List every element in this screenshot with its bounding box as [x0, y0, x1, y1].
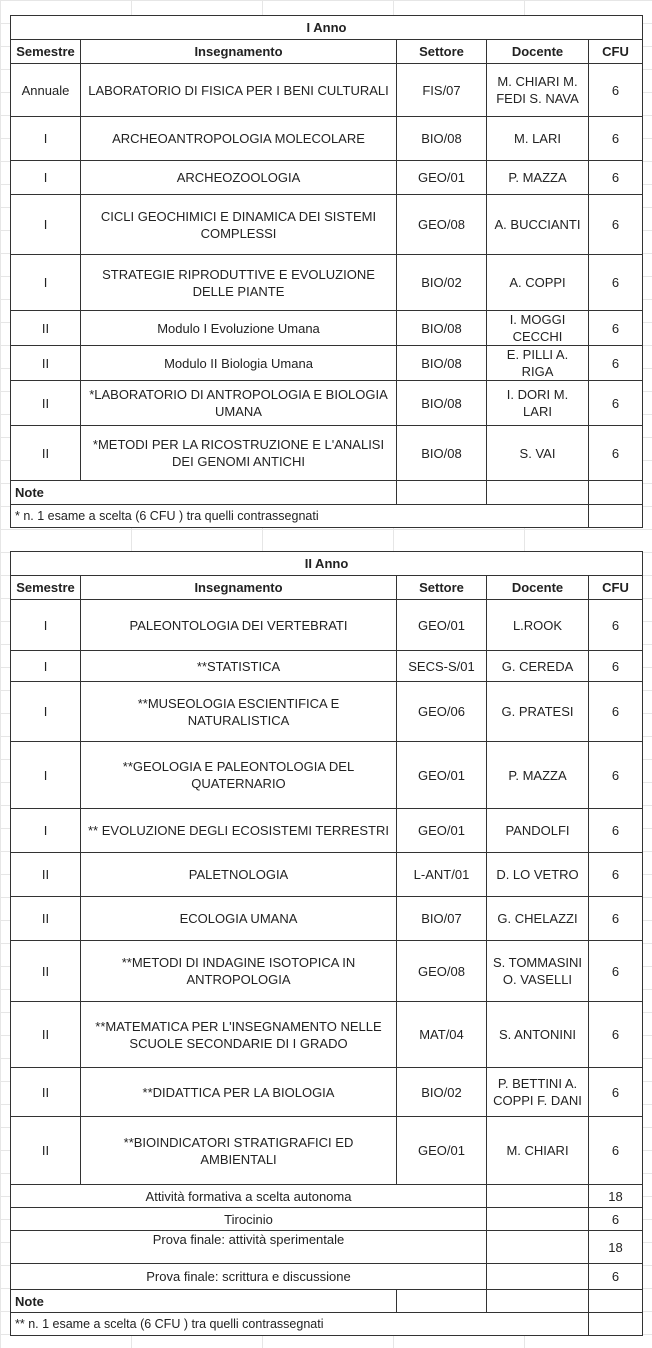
empty-cell: [487, 481, 589, 505]
table-row: [11, 1068, 643, 1117]
table-row: [11, 941, 643, 1002]
cell-insegnamento: ARCHEOZOOLOGIA: [81, 161, 397, 195]
table-row: [11, 346, 643, 381]
cell-cfu: 6: [589, 809, 643, 853]
cell-insegnamento: *LABORATORIO DI ANTROPOLOGIA E BIOLOGIA UMANA: [81, 381, 397, 426]
cell-insegnamento: Modulo I Evoluzione Umana: [81, 311, 397, 346]
empty-cell: [487, 1231, 589, 1264]
empty-cell: [487, 1208, 589, 1231]
cell-cfu: 6: [589, 682, 643, 742]
year1-header-row: [11, 40, 643, 64]
header-semestre: Semestre: [11, 576, 81, 600]
cell-settore: GEO/08: [397, 941, 487, 1002]
cell-semestre: I: [11, 255, 81, 311]
year2-note-row: [11, 1290, 643, 1313]
table-row: [11, 117, 643, 161]
cell-semestre: I: [11, 651, 81, 682]
table-row: [11, 195, 643, 255]
cell-insegnamento: LABORATORIO DI FISICA PER I BENI CULTURALI: [81, 64, 397, 117]
cell-insegnamento: **STATISTICA: [81, 651, 397, 682]
cell-cfu: 6: [589, 853, 643, 897]
note-label: Note: [11, 1290, 397, 1313]
cell-docente: S. TOMMASINI O. VASELLI: [487, 941, 589, 1002]
header-semestre: Semestre: [11, 40, 81, 64]
cell-settore: MAT/04: [397, 1002, 487, 1068]
cell-semestre: II: [11, 426, 81, 481]
cell-insegnamento: PALEONTOLOGIA DEI VERTEBRATI: [81, 600, 397, 651]
cell-settore: BIO/07: [397, 897, 487, 941]
cell-settore: SECS-S/01: [397, 651, 487, 682]
cell-settore: GEO/01: [397, 809, 487, 853]
table-row: [11, 426, 643, 481]
cell-cfu: 6: [589, 1117, 643, 1185]
table-row: [11, 651, 643, 682]
year2-title: II Anno: [11, 552, 643, 576]
cell-semestre: I: [11, 742, 81, 809]
cell-semestre: I: [11, 600, 81, 651]
cell-docente: G. PRATESI: [487, 682, 589, 742]
cell-cfu: 6: [589, 117, 643, 161]
header-docente: Docente: [487, 40, 589, 64]
cell-docente: PANDOLFI: [487, 809, 589, 853]
cell-settore: BIO/02: [397, 1068, 487, 1117]
cell-insegnamento: STRATEGIE RIPRODUTTIVE E EVOLUZIONE DELLE PIANTE: [81, 255, 397, 311]
cell-settore: BIO/08: [397, 381, 487, 426]
cell-docente: M. LARI: [487, 117, 589, 161]
cell-semestre: I: [11, 161, 81, 195]
year1-note-text-row: [11, 505, 643, 528]
cell-settore: BIO/08: [397, 346, 487, 381]
cell-settore: GEO/01: [397, 600, 487, 651]
extra-cfu: 18: [589, 1231, 643, 1264]
cell-semestre: II: [11, 853, 81, 897]
cell-semestre: II: [11, 941, 81, 1002]
empty-cell: [589, 1313, 643, 1336]
empty-cell: [589, 505, 643, 528]
header-cfu: CFU: [589, 40, 643, 64]
year1-title: I Anno: [11, 16, 643, 40]
cell-cfu: 6: [589, 1068, 643, 1117]
year2-table: [10, 551, 643, 1336]
empty-cell: [397, 1290, 487, 1313]
cell-cfu: 6: [589, 346, 643, 381]
table-row: [11, 64, 643, 117]
cell-cfu: 6: [589, 195, 643, 255]
table-row: [11, 897, 643, 941]
extra-row: [11, 1185, 643, 1208]
cell-settore: FIS/07: [397, 64, 487, 117]
cell-settore: GEO/01: [397, 1117, 487, 1185]
header-insegnamento: Insegnamento: [81, 576, 397, 600]
cell-cfu: 6: [589, 941, 643, 1002]
cell-insegnamento: **METODI DI INDAGINE ISOTOPICA IN ANTROPOLOGIA: [81, 941, 397, 1002]
cell-docente: M. CHIARI M. FEDI S. NAVA: [487, 64, 589, 117]
cell-cfu: 6: [589, 897, 643, 941]
extra-row: [11, 1208, 643, 1231]
note-label: Note: [11, 481, 397, 505]
cell-insegnamento: *METODI PER LA RICOSTRUZIONE E L'ANALISI DEI GENOMI ANTICHI: [81, 426, 397, 481]
header-settore: Settore: [397, 576, 487, 600]
cell-settore: BIO/08: [397, 311, 487, 346]
table-row: [11, 1002, 643, 1068]
header-settore: Settore: [397, 40, 487, 64]
cell-settore: BIO/02: [397, 255, 487, 311]
cell-cfu: 6: [589, 742, 643, 809]
cell-semestre: I: [11, 809, 81, 853]
note-text: ** n. 1 esame a scelta (6 CFU ) tra quelli contrassegnati: [11, 1313, 589, 1336]
cell-docente: G. CEREDA: [487, 651, 589, 682]
cell-docente: M. CHIARI: [487, 1117, 589, 1185]
cell-semestre: I: [11, 117, 81, 161]
table-row: [11, 311, 643, 346]
extra-label: Attività formativa a scelta autonoma: [11, 1185, 487, 1208]
cell-docente: S. ANTONINI: [487, 1002, 589, 1068]
cell-docente: A. COPPI: [487, 255, 589, 311]
cell-insegnamento: **MUSEOLOGIA ESCIENTIFICA E NATURALISTICA: [81, 682, 397, 742]
cell-docente: I. MOGGI CECCHI: [487, 311, 589, 346]
table-row: [11, 255, 643, 311]
cell-semestre: II: [11, 381, 81, 426]
cell-cfu: 6: [589, 381, 643, 426]
extra-row: [11, 1264, 643, 1290]
table-row: [11, 742, 643, 809]
cell-semestre: II: [11, 311, 81, 346]
cell-insegnamento: ** EVOLUZIONE DEGLI ECOSISTEMI TERRESTRI: [81, 809, 397, 853]
cell-cfu: 6: [589, 161, 643, 195]
cell-docente: L.ROOK: [487, 600, 589, 651]
extra-cfu: 6: [589, 1208, 643, 1231]
cell-semestre: I: [11, 195, 81, 255]
cell-docente: P. MAZZA: [487, 742, 589, 809]
empty-cell: [397, 481, 487, 505]
empty-cell: [589, 1290, 643, 1313]
extra-label: Prova finale: scrittura e discussione: [11, 1264, 487, 1290]
year2-note-text-row: [11, 1313, 643, 1336]
note-text: * n. 1 esame a scelta (6 CFU ) tra quelli contrassegnati: [11, 505, 589, 528]
cell-settore: GEO/08: [397, 195, 487, 255]
empty-cell: [487, 1290, 589, 1313]
extra-label: Tirocinio: [11, 1208, 487, 1231]
year1-table: [10, 15, 643, 528]
table-row: [11, 381, 643, 426]
cell-cfu: 6: [589, 651, 643, 682]
cell-docente: D. LO VETRO: [487, 853, 589, 897]
empty-cell: [487, 1264, 589, 1290]
cell-docente: G. CHELAZZI: [487, 897, 589, 941]
cell-semestre: II: [11, 1002, 81, 1068]
header-cfu: CFU: [589, 576, 643, 600]
cell-docente: P. MAZZA: [487, 161, 589, 195]
cell-insegnamento: **MATEMATICA PER L'INSEGNAMENTO NELLE SCUOLE SECONDARIE DI I GRADO: [81, 1002, 397, 1068]
cell-settore: BIO/08: [397, 426, 487, 481]
cell-insegnamento: **DIDATTICA PER LA BIOLOGIA: [81, 1068, 397, 1117]
table-row: [11, 853, 643, 897]
cell-insegnamento: ARCHEOANTROPOLOGIA MOLECOLARE: [81, 117, 397, 161]
table-row: [11, 1117, 643, 1185]
cell-insegnamento: **GEOLOGIA E PALEONTOLOGIA DEL QUATERNARIO: [81, 742, 397, 809]
cell-cfu: 6: [589, 1002, 643, 1068]
cell-semestre: I: [11, 682, 81, 742]
header-docente: Docente: [487, 576, 589, 600]
extra-label: Prova finale: attività sperimentale: [11, 1231, 487, 1264]
cell-settore: GEO/01: [397, 161, 487, 195]
year1-note-row: [11, 481, 643, 505]
cell-docente: P. BETTINI A. COPPI F. DANI: [487, 1068, 589, 1117]
table-row: [11, 682, 643, 742]
cell-insegnamento: **BIOINDICATORI STRATIGRAFICI ED AMBIENTALI: [81, 1117, 397, 1185]
cell-semestre: II: [11, 1117, 81, 1185]
cell-settore: GEO/01: [397, 742, 487, 809]
table-row: [11, 161, 643, 195]
year2-header-row: [11, 576, 643, 600]
cell-cfu: 6: [589, 64, 643, 117]
cell-insegnamento: CICLI GEOCHIMICI E DINAMICA DEI SISTEMI COMPLESSI: [81, 195, 397, 255]
extra-cfu: 18: [589, 1185, 643, 1208]
cell-insegnamento: Modulo II Biologia Umana: [81, 346, 397, 381]
extra-row: [11, 1231, 643, 1264]
empty-cell: [589, 481, 643, 505]
cell-insegnamento: ECOLOGIA UMANA: [81, 897, 397, 941]
cell-settore: BIO/08: [397, 117, 487, 161]
cell-insegnamento: PALETNOLOGIA: [81, 853, 397, 897]
cell-settore: GEO/06: [397, 682, 487, 742]
table-row: [11, 809, 643, 853]
extra-cfu: 6: [589, 1264, 643, 1290]
cell-docente: A. BUCCIANTI: [487, 195, 589, 255]
cell-settore: L-ANT/01: [397, 853, 487, 897]
cell-cfu: 6: [589, 426, 643, 481]
cell-cfu: 6: [589, 255, 643, 311]
cell-docente: E. PILLI A. RIGA: [487, 346, 589, 381]
cell-docente: I. DORI M. LARI: [487, 381, 589, 426]
cell-cfu: 6: [589, 311, 643, 346]
cell-semestre: Annuale: [11, 64, 81, 117]
cell-docente: S. VAI: [487, 426, 589, 481]
cell-semestre: II: [11, 897, 81, 941]
cell-semestre: II: [11, 346, 81, 381]
cell-semestre: II: [11, 1068, 81, 1117]
empty-cell: [487, 1185, 589, 1208]
table-row: [11, 600, 643, 651]
header-insegnamento: Insegnamento: [81, 40, 397, 64]
cell-cfu: 6: [589, 600, 643, 651]
